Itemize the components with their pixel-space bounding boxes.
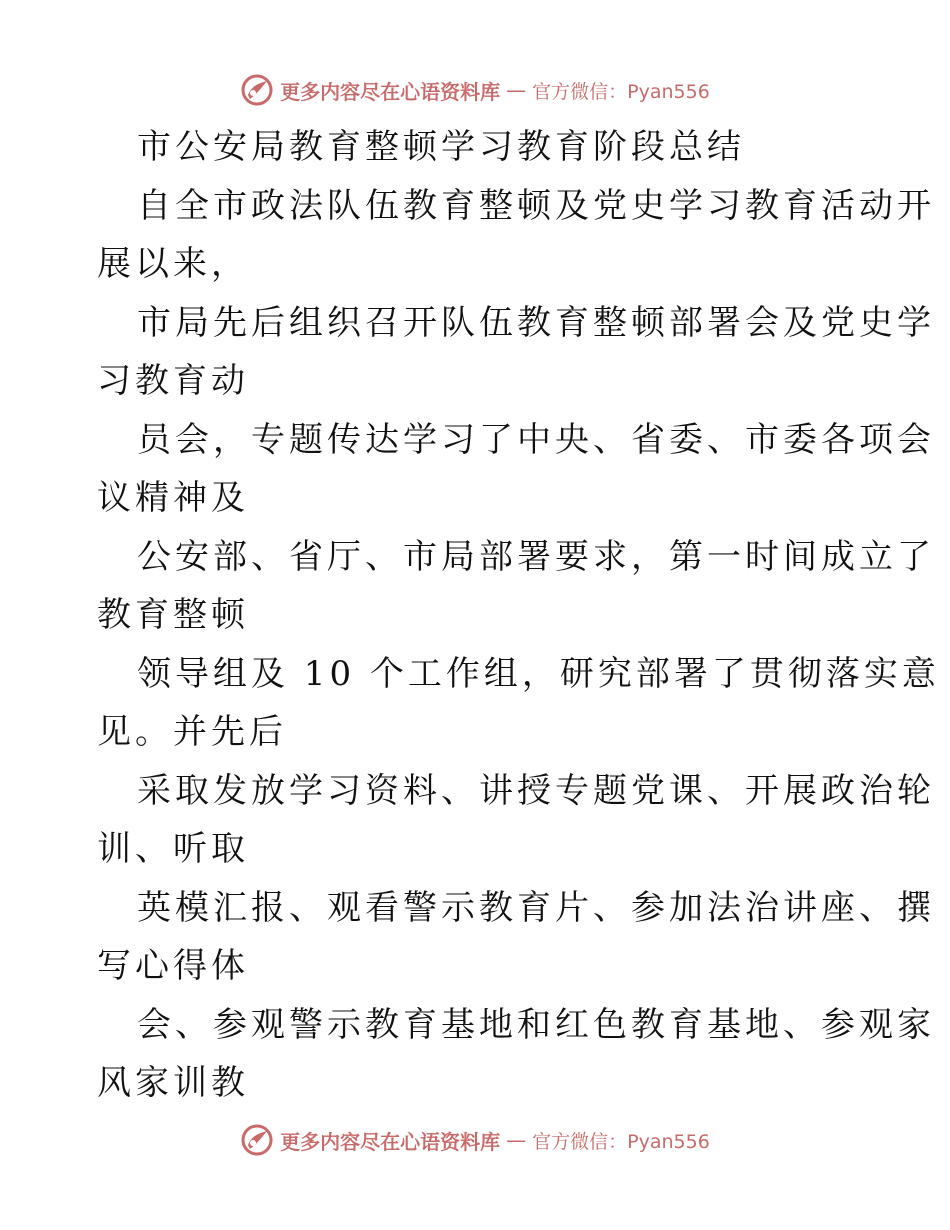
- header-watermark: [0, 70, 950, 110]
- text-line: 英模汇报、观看警示教育片、参加法治讲座、撰: [137, 887, 935, 928]
- document-title: 市公安局教育整顿学习教育阶段总结: [137, 127, 745, 167]
- text-line: 领导组及 10 个工作组，研究部署了贯彻落实意: [137, 653, 940, 694]
- text-line: 展以来，: [97, 244, 249, 284]
- ink-brush-logo-icon: [240, 73, 274, 107]
- text-line: 教育整顿: [97, 595, 249, 635]
- watermark-contact: 官方微信：Pyan556: [532, 80, 710, 103]
- document-body: [97, 118, 940, 1113]
- text-line: 习教育动: [97, 361, 249, 401]
- ink-brush-logo-icon: [240, 1123, 274, 1157]
- text-line: 训、听取: [97, 829, 249, 869]
- watermark-contact: 官方微信：Pyan556: [532, 1130, 710, 1153]
- text-line: 采取发放学习资料、讲授专题党课、开展政治轮: [137, 770, 935, 811]
- text-line: 公安部、省厅、市局部署要求，第一时间成立了: [137, 536, 935, 577]
- footer-watermark: [0, 1120, 950, 1160]
- text-line: 自全市政法队伍教育整顿及党史学习教育活动开: [137, 185, 935, 226]
- text-line: 议精神及: [97, 478, 249, 518]
- watermark-site-text: 更多内容尽在心语资料库: [280, 79, 501, 104]
- watermark-separator: —: [506, 78, 527, 102]
- text-line: 市局先后组织召开队伍教育整顿部署会及党史学: [137, 302, 935, 343]
- text-line: 会、参观警示教育基地和红色教育基地、参观家: [137, 1004, 935, 1045]
- text-line: 员会，专题传达学习了中央、省委、市委各项会: [137, 419, 935, 460]
- watermark-site-text: 更多内容尽在心语资料库: [280, 1129, 501, 1154]
- text-line: 风家训教: [97, 1063, 249, 1103]
- text-line: 写心得体: [97, 946, 249, 986]
- text-line: 见。并先后: [97, 712, 287, 752]
- watermark-separator: —: [506, 1128, 527, 1152]
